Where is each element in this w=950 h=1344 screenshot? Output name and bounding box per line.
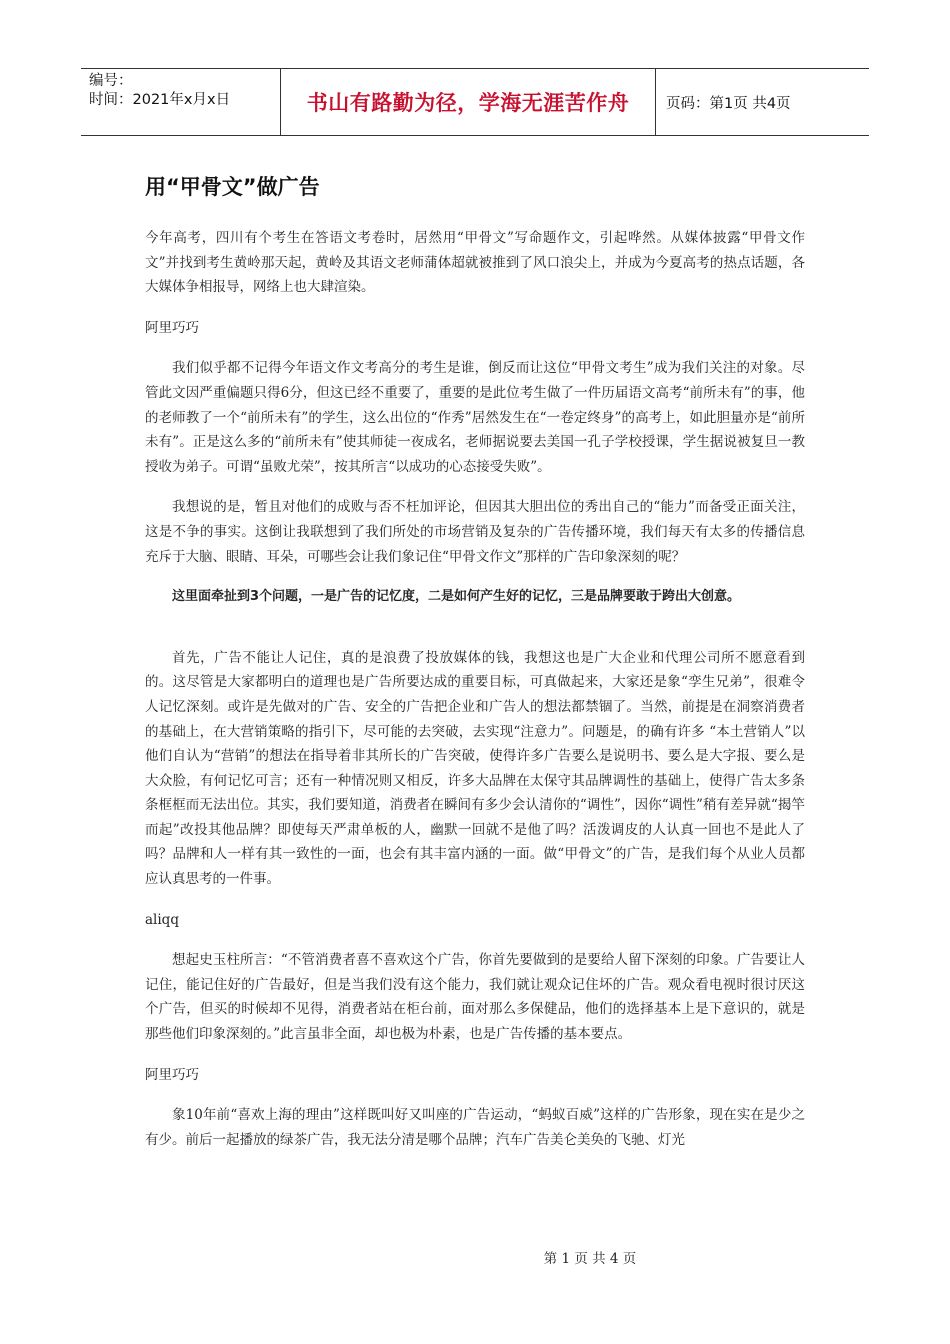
document-date: 时间：2021年x月x日 (89, 92, 231, 108)
header-motto: 书山有路勤为径，学海无涯苦作舟 (281, 69, 656, 135)
key-points-paragraph: 这里面牵扯到3个问题，一是广告的记忆度，二是如何产生好的记忆，三是品牌要敢于跨出大创意。 (172, 589, 741, 605)
page-footer: 第 1 页 共 4 页 (543, 1251, 637, 1267)
article-title: 用“甲骨文”做广告 (145, 175, 320, 199)
header-meta (81, 69, 281, 135)
author-signature: 阿里巧巧 (145, 1066, 199, 1083)
paragraph: 我想说的是，暂且对他们的成败与否不枉加评论，但因其大胆出位的秀出自己的“能力”而备受正面关注，这是不争的事实。这倒让我联想到了我们所处的市场营销及复杂的广告传播环境，我们每天有太多的传播信息充斥于大脑、眼睛、耳朵，可哪些会让我们象记住“甲骨文作文”那样的广告印象深刻的呢？ (145, 499, 805, 565)
author-signature: aliqq (145, 911, 179, 928)
paragraph: 首先，广告不能让人记住，真的是浪费了投放媒体的钱，我想这也是广大企业和代理公司所不愿意看到的。这尽管是大家都明白的道理也是广告所要达成的重要目标，可真做起来，大家还是象“孪生兄弟”，很难令人记忆深刻。或许是先做对的广告、安全的广告把企业和广告人的想法都禁锢了。当然，前提是在洞察消费者的基础上，在大营销策略的指引下，尽可能的去突破，去实现“注意力”。问题是，的确有许多 “本土营销人”以他们自认为“营销”的想法在指导着非其所长的广告突破，使得许多广告要么是说明书、要么是大字报、要么是大众脸，有何记忆可言；还有一种情况则又相反，许多大品牌在太保守其品牌调性的基础上，使得广告太多条条框框而无法出位。其实，我们要知道，消费者在瞬间有多少会认清你的“调性”，因你“调性”稍有差异就“揭竿而起”改投其他品牌？即使每天严肃单板的人，幽默一回就不是他了吗？活泼调皮的人认真一回也不是此人了吗？品牌和人一样有其一致性的一面，也会有其丰富内涵的一面。做“甲骨文”的广告，是我们每个从业人员都应认真思考的一件事。 (145, 649, 805, 888)
paragraph: 今年高考，四川有个考生在答语文考卷时，居然用“甲骨文”写命题作文，引起哗然。从媒体披露“甲骨文作文”并找到考生黄岭那天起，黄岭及其语文老师蒲体超就被推到了风口浪尖上，并成为今夏高考的热点话题，各大媒体争相报导，网络上也大肆渲染。 (145, 230, 805, 296)
article-body (145, 226, 805, 1152)
header-page-info: 页码：第1页 共4页 (666, 95, 791, 112)
author-signature: 阿里巧巧 (145, 319, 199, 336)
paragraph: 象10年前“喜欢上海的理由”这样既叫好又叫座的广告运动，“蚂蚁百威”这样的广告形象，现在实在是少之有少。前后一起播放的绿茶广告，我无法分清是哪个品牌；汽车广告美仑美奂的飞驰、灯光 (145, 1107, 805, 1148)
paragraph: 我们似乎都不记得今年语文作文考高分的考生是谁，倒反而让这位“甲骨文考生”成为我们关注的对象。尽管此文因严重偏题只得6分，但这已经不重要了，重要的是此位考生做了一件历届语文高考“前所未有”的事，他的老师教了一个“前所未有”的学生，这么出位的“作秀”居然发生在“一卷定终身”的高考上，如此胆量亦是“前所未有”。正是这么多的“前所未有”使其师徒一夜成名，老师据说要去美国一孔子学校授课，学生据说被复旦一教授收为弟子。可谓“虽败尤荣”，按其所言“以成功的心态接受失败”。 (145, 360, 805, 475)
paragraph: 想起史玉柱所言：“不管消费者喜不喜欢这个广告，你首先要做到的是要给人留下深刻的印象。广告要让人记住，能记住好的广告最好，但是当我们没有这个能力，我们就让观众记住坏的广告。观众看电视时很讨厌这个广告，但买的时候却不见得，消费者站在柜台前，面对那么多保健品，他们的选择基本上是下意识的，就是那些他们印象深刻的。”此言虽非全面，却也极为朴素，也是广告传播的基本要点。 (145, 952, 805, 1043)
page-header (81, 68, 869, 136)
document-number-label: 编号： (89, 73, 133, 89)
